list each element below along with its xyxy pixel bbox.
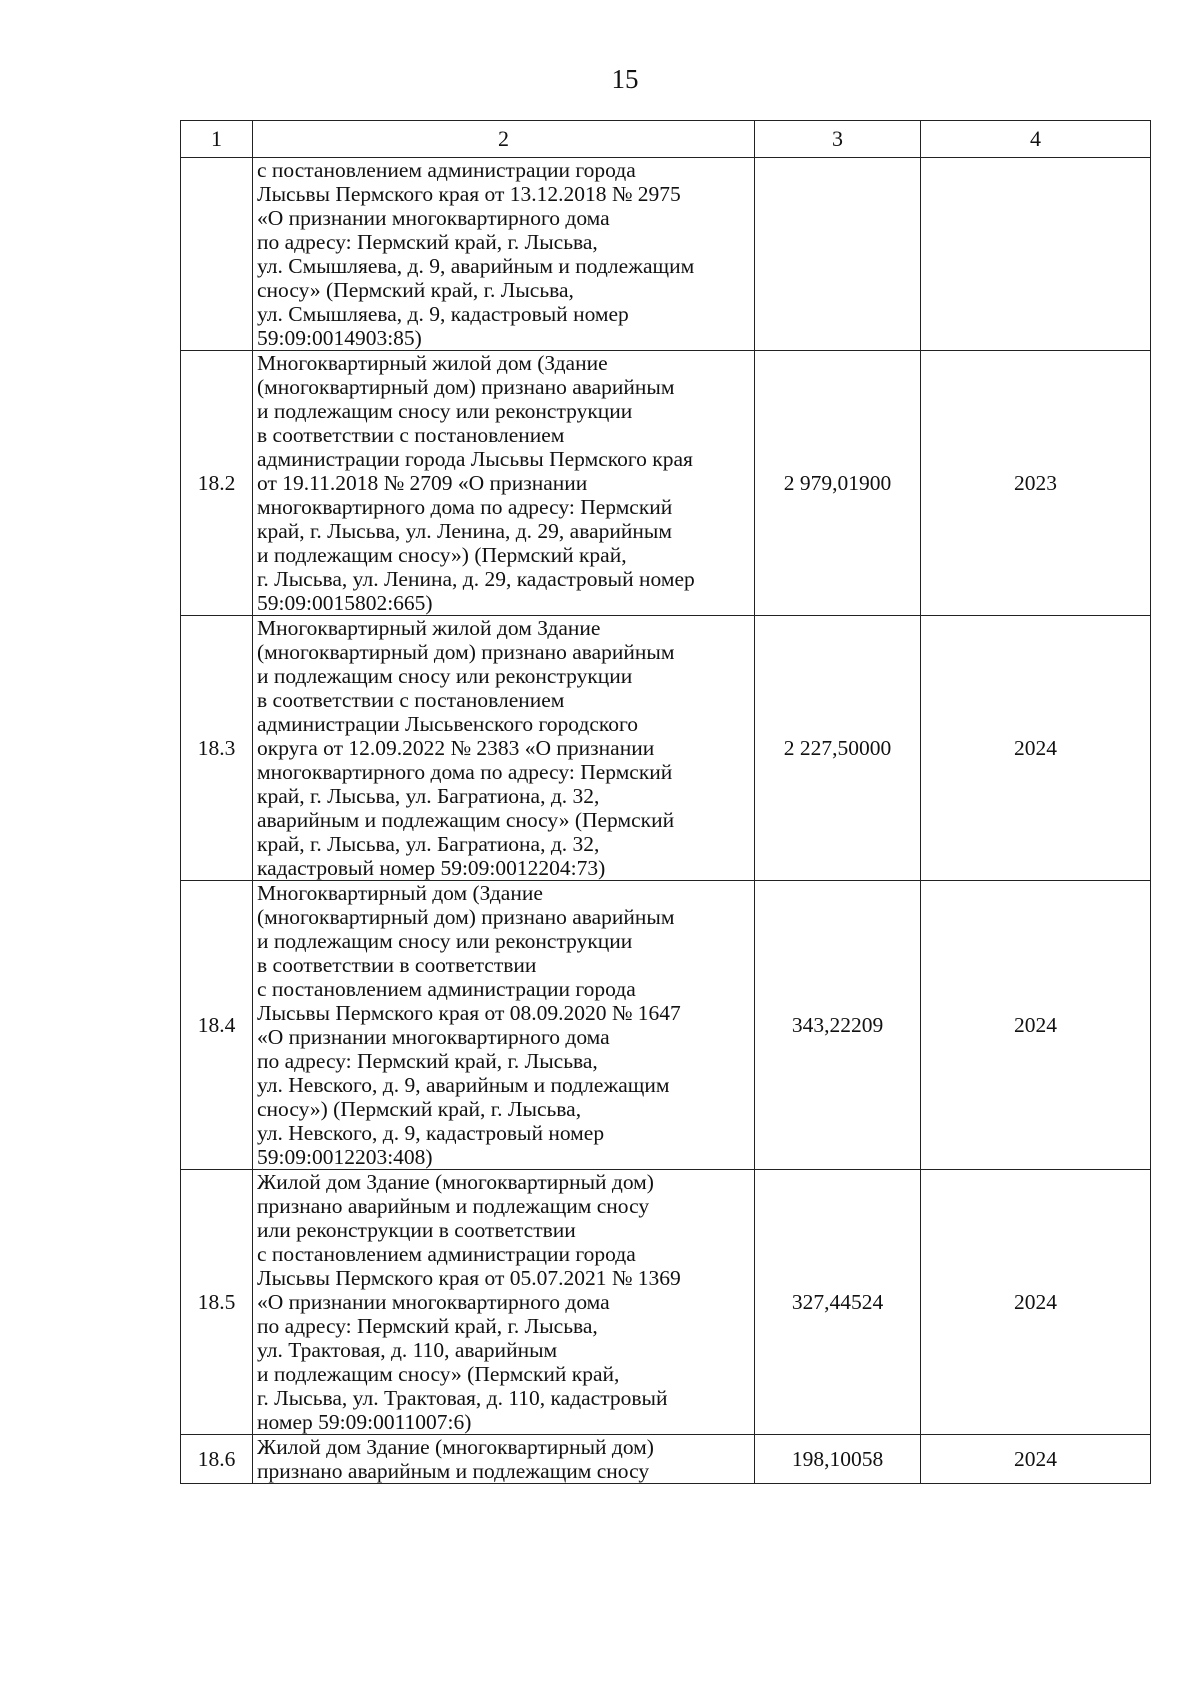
table-row <box>181 1435 1151 1484</box>
description-line: администрации Лысьвенского городского <box>257 712 639 736</box>
row-number-cell: 18.4 <box>181 881 253 1170</box>
description-line: многоквартирного дома по адресу: Пермский <box>257 760 673 784</box>
page-number: 15 <box>611 64 639 94</box>
description-line: Лысьвы Пермского края от 13.12.2018 № 2975 <box>257 182 681 206</box>
description-line: край, г. Лысьва, ул. Багратиона, д. 32, <box>257 832 600 856</box>
row-number-cell: 18.5 <box>181 1170 253 1435</box>
description-line: по адресу: Пермский край, г. Лысьва, <box>257 1314 598 1338</box>
description-line: округа от 12.09.2022 № 2383 «О признании <box>257 736 655 760</box>
description-line: сносу» (Пермский край, г. Лысьва, <box>257 278 574 302</box>
description-line: г. Лысьва, ул. Трактовая, д. 110, кадастровый <box>257 1386 668 1410</box>
description-line: 59:09:0015802:665) <box>257 591 433 615</box>
description-line: ул. Невского, д. 9, аварийным и подлежащим <box>257 1073 670 1097</box>
year-cell: 2024 <box>921 1170 1151 1435</box>
description-line: ул. Невского, д. 9, кадастровый номер <box>257 1121 605 1145</box>
description-line: с постановлением администрации города <box>257 1242 636 1266</box>
description-line: ул. Трактовая, д. 110, аварийным <box>257 1338 558 1362</box>
description-line: ул. Смышляева, д. 9, аварийным и подлежащим <box>257 254 695 278</box>
object-description-cell <box>253 351 755 616</box>
object-description-cell <box>253 158 755 351</box>
amount-cell: 327,44524 <box>755 1170 921 1435</box>
column-header-1: 1 <box>181 121 253 158</box>
amount-cell: 343,22209 <box>755 881 921 1170</box>
table-row <box>181 1170 1151 1435</box>
amount-cell <box>755 158 921 351</box>
year-cell <box>921 158 1151 351</box>
description-line: край, г. Лысьва, ул. Багратиона, д. 32, <box>257 784 600 808</box>
appendix-table <box>180 120 1151 1484</box>
year-cell: 2024 <box>921 881 1151 1170</box>
amount-cell: 2 227,50000 <box>755 616 921 881</box>
description-line: признано аварийным и подлежащим сносу <box>257 1459 650 1483</box>
description-line: «О признании многоквартирного дома <box>257 206 610 230</box>
description-line: от 19.11.2018 № 2709 «О признании <box>257 471 588 495</box>
description-line: с постановлением администрации города <box>257 977 636 1001</box>
description-line: Многоквартирный жилой дом (Здание <box>257 351 608 375</box>
year-cell: 2024 <box>921 616 1151 881</box>
table-row <box>181 616 1151 881</box>
description-line: край, г. Лысьва, ул. Ленина, д. 29, аварийным <box>257 519 672 543</box>
description-line: по адресу: Пермский край, г. Лысьва, <box>257 230 598 254</box>
description-line: по адресу: Пермский край, г. Лысьва, <box>257 1049 598 1073</box>
description-line: признано аварийным и подлежащим сносу <box>257 1194 650 1218</box>
description-line: в соответствии с постановлением <box>257 688 565 712</box>
description-line: Лысьвы Пермского края от 05.07.2021 № 1369 <box>257 1266 681 1290</box>
description-line: Жилой дом Здание (многоквартирный дом) <box>257 1435 654 1459</box>
row-number-cell: 18.6 <box>181 1435 253 1484</box>
description-line: Многоквартирный дом (Здание <box>257 881 543 905</box>
description-line: 59:09:0012203:408) <box>257 1145 433 1169</box>
description-line: г. Лысьва, ул. Ленина, д. 29, кадастровый номер <box>257 567 695 591</box>
object-description-cell <box>253 1170 755 1435</box>
description-line: или реконструкции в соответствии <box>257 1218 576 1242</box>
description-line: номер 59:09:0011007:6) <box>257 1410 472 1434</box>
description-line: многоквартирного дома по адресу: Пермский <box>257 495 673 519</box>
description-line: и подлежащим сносу») (Пермский край, <box>257 543 627 567</box>
description-line: и подлежащим сносу или реконструкции <box>257 399 633 423</box>
description-line: Жилой дом Здание (многоквартирный дом) <box>257 1170 654 1194</box>
object-description-cell <box>253 881 755 1170</box>
object-description-cell <box>253 1435 755 1484</box>
description-line: в соответствии с постановлением <box>257 423 565 447</box>
column-header-4: 4 <box>921 121 1151 158</box>
amount-cell: 2 979,01900 <box>755 351 921 616</box>
description-line: и подлежащим сносу» (Пермский край, <box>257 1362 620 1386</box>
description-line: (многоквартирный дом) признано аварийным <box>257 375 675 399</box>
description-line: «О признании многоквартирного дома <box>257 1290 610 1314</box>
column-header-3: 3 <box>755 121 921 158</box>
table-row <box>181 881 1151 1170</box>
description-line: и подлежащим сносу или реконструкции <box>257 929 633 953</box>
row-number-cell: 18.3 <box>181 616 253 881</box>
description-line: с постановлением администрации города <box>257 158 636 182</box>
description-line: (многоквартирный дом) признано аварийным <box>257 640 675 664</box>
description-line: аварийным и подлежащим сносу» (Пермский <box>257 808 675 832</box>
description-line: и подлежащим сносу или реконструкции <box>257 664 633 688</box>
table-row <box>181 158 1151 351</box>
description-line: 59:09:0014903:85) <box>257 326 422 350</box>
row-number-cell: 18.2 <box>181 351 253 616</box>
year-cell: 2024 <box>921 1435 1151 1484</box>
column-header-2: 2 <box>253 121 755 158</box>
description-line: сносу») (Пермский край, г. Лысьва, <box>257 1097 582 1121</box>
table-body <box>181 158 1151 1484</box>
description-line: ул. Смышляева, д. 9, кадастровый номер <box>257 302 629 326</box>
object-description-cell <box>253 616 755 881</box>
description-line: (многоквартирный дом) признано аварийным <box>257 905 675 929</box>
description-line: «О признании многоквартирного дома <box>257 1025 610 1049</box>
amount-cell: 198,10058 <box>755 1435 921 1484</box>
table-header-row <box>181 121 1151 158</box>
description-line: в соответствии в соответствии <box>257 953 537 977</box>
description-line: Лысьвы Пермского края от 08.09.2020 № 1647 <box>257 1001 681 1025</box>
table-row <box>181 351 1151 616</box>
description-line: администрации города Лысьвы Пермского края <box>257 447 693 471</box>
year-cell: 2023 <box>921 351 1151 616</box>
description-line: Многоквартирный жилой дом Здание <box>257 616 601 640</box>
row-number-cell <box>181 158 253 351</box>
description-line: кадастровый номер 59:09:0012204:73) <box>257 856 606 880</box>
